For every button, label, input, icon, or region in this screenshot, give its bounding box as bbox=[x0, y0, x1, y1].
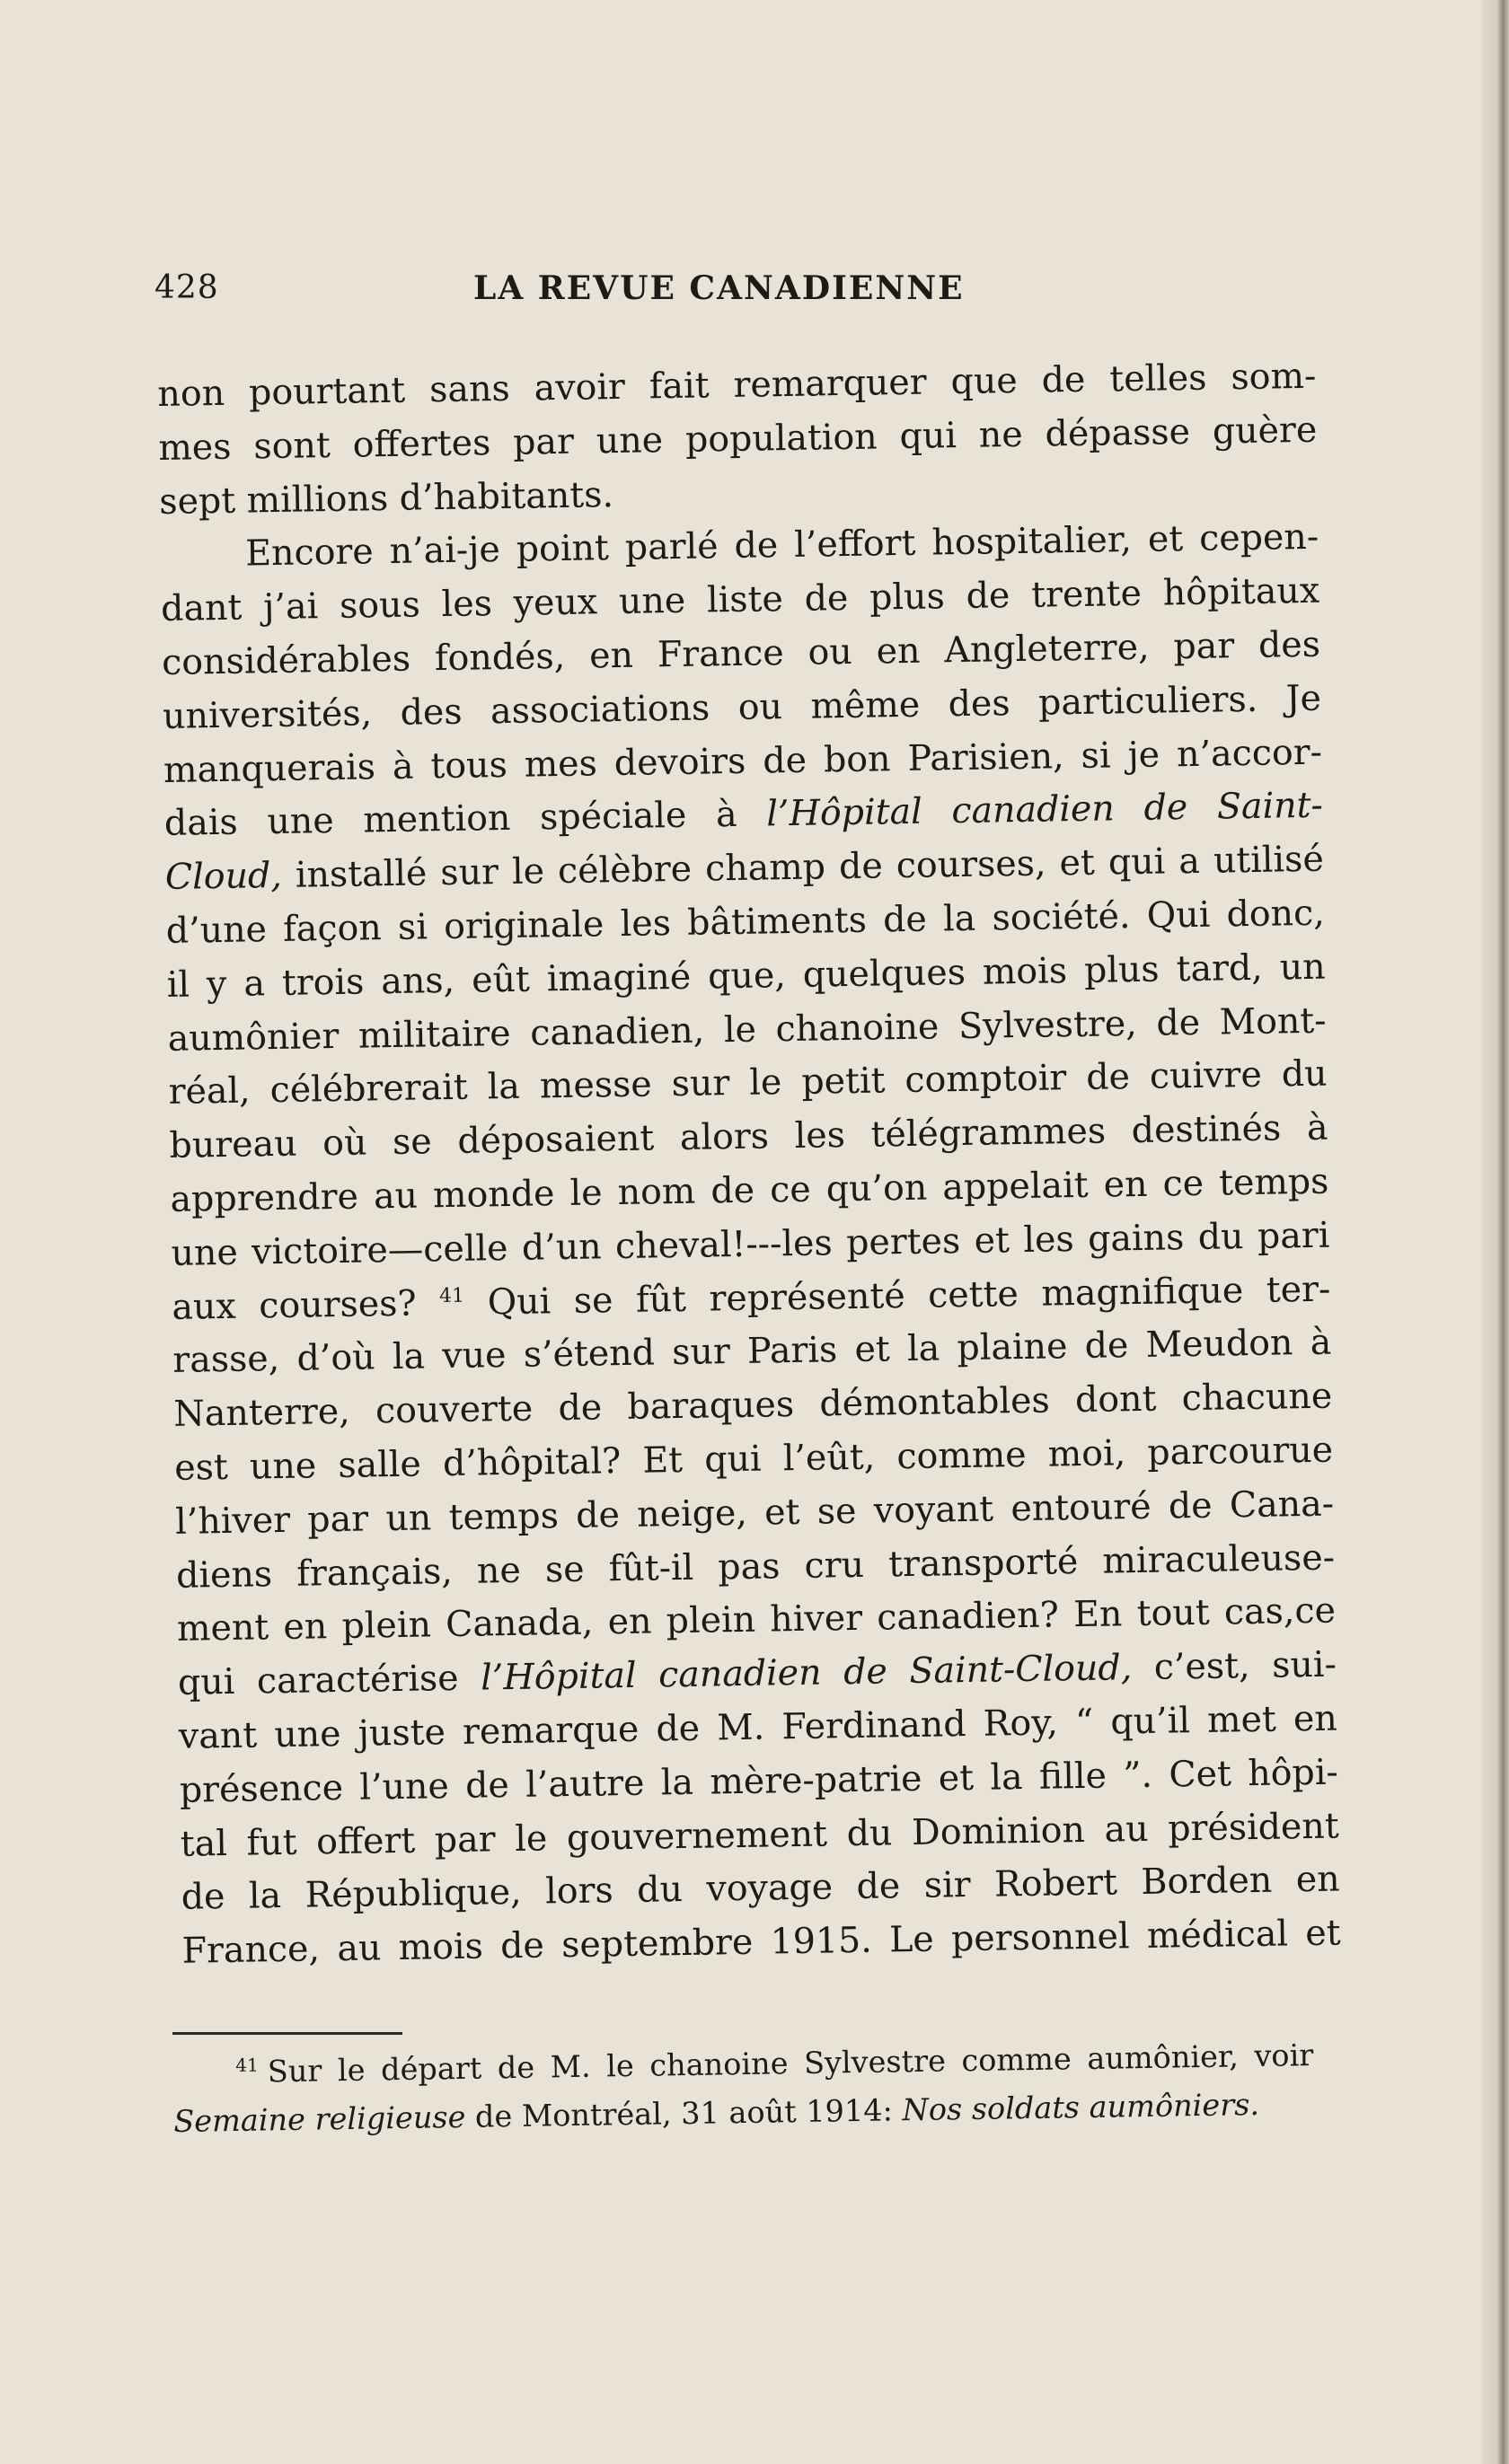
text-line: Nanterre, couverte de baraques démontables dont chacune bbox=[172, 1375, 1333, 1435]
text-run: installé sur le célèbre champ de courses, et qui a utilisé bbox=[281, 838, 1325, 897]
text-run: Qui se fût représenté cette magnifique ter- bbox=[463, 1268, 1331, 1324]
text-line: d’une façon si originale les bâtiments de la société. Qui donc, bbox=[165, 892, 1326, 952]
text-line: tal fut offert par le gouvernement du Dominion au président bbox=[180, 1805, 1340, 1865]
footnote-title-italic: Nos soldats aumôniers. bbox=[902, 2087, 1260, 2128]
text-line: considérables fondés, en France ou en Angleterre, par des bbox=[161, 623, 1321, 683]
text-line: rasse, d’où la vue s’étend sur Paris et la plaine de Meudon à bbox=[172, 1321, 1332, 1382]
text-line: de la République, lors du voyage de sir Robert Borden en bbox=[181, 1858, 1340, 1919]
footnote-reference: 41 bbox=[438, 1284, 465, 1307]
running-title: LA REVUE CANADIENNE bbox=[473, 269, 965, 307]
hospital-name-italic: l’Hôpital canadien de Saint-Cloud, bbox=[480, 1647, 1133, 1699]
paragraph-first-line: Encore n’ai-je point parlé de l’effort hospitalier, et cepen- bbox=[244, 516, 1319, 575]
footnote-text: Sur le départ de M. le chanoine Sylvestre comme aumônier, voir bbox=[267, 2037, 1314, 2090]
text-line: est une salle d’hôpital? Et qui l’eût, comme moi, parcourue bbox=[173, 1429, 1334, 1489]
footnote-number: 41 bbox=[235, 2054, 259, 2076]
text-line: vant une juste remarque de M. Ferdinand Roy, “ qu’il met en bbox=[178, 1697, 1338, 1757]
text-line: universités, des associations ou même des particuliers. Je bbox=[162, 677, 1322, 737]
text-line: sept millions d’habitants. bbox=[158, 473, 614, 523]
footnote-text: de Montréal, 31 août 1914: bbox=[465, 2092, 903, 2134]
text-line: il y a trois ans, eût imaginé que, quelques mois plus tard, un bbox=[166, 946, 1326, 1006]
text-line: l’hiver par un temps de neige, et se voyant entouré de Cana- bbox=[174, 1483, 1335, 1543]
text-run: qui caractérise bbox=[177, 1657, 481, 1703]
text-line: France, au mois de septembre 1915. Le personnel médical et bbox=[181, 1912, 1341, 1972]
text-line: diens français, ne se fût-il pas cru transporté miraculeuse- bbox=[175, 1536, 1336, 1597]
page-number: 428 bbox=[154, 269, 219, 306]
text-run: c’est, sui- bbox=[1131, 1643, 1337, 1689]
text-line: manquerais à tous mes devoirs de bon Parisien, si je n’accor- bbox=[163, 731, 1323, 791]
hospital-name-italic: Cloud, bbox=[164, 855, 283, 899]
hospital-name-italic: l’Hôpital canadien de Saint- bbox=[765, 785, 1324, 835]
page-edge bbox=[1482, 0, 1509, 2464]
footnote bbox=[172, 2031, 1315, 2146]
text-line: non pourtant sans avoir fait remarquer que de telles som- bbox=[157, 355, 1317, 415]
text-run: dais une mention spéciale à bbox=[163, 793, 767, 845]
text-line: aumônier militaire canadien, le chanoine Sylvestre, de Mont- bbox=[167, 999, 1327, 1060]
page-header bbox=[154, 266, 981, 311]
text-line: une victoire—celle d’un cheval!---les pertes et les gains du pari bbox=[171, 1214, 1330, 1274]
text-line: dant j’ai sous les yeux une liste de plus de trente hôpitaux bbox=[160, 569, 1320, 630]
text-line: ment en plein Canada, en plein hiver canadien? En tout cas,ce bbox=[176, 1589, 1337, 1650]
footnote-source-italic: Semaine religieuse bbox=[172, 2099, 466, 2139]
text-line: mes sont offertes par une population qui ne dépasse guère bbox=[158, 409, 1318, 469]
text-line: présence l’une de l’autre la mère-patrie et la fille ”. Cet hôpi- bbox=[179, 1751, 1339, 1811]
text-line: bureau où se déposaient alors les télégrammes destinés à bbox=[169, 1106, 1328, 1167]
text-line: réal, célébrerait la messe sur le petit comptoir de cuivre du bbox=[168, 1053, 1328, 1113]
body-text bbox=[157, 350, 1341, 1979]
text-run: aux courses? bbox=[172, 1281, 440, 1328]
text-line: apprendre au monde le nom de ce qu’on appelait en ce temps bbox=[170, 1160, 1329, 1220]
footnote-rule bbox=[172, 2032, 402, 2035]
